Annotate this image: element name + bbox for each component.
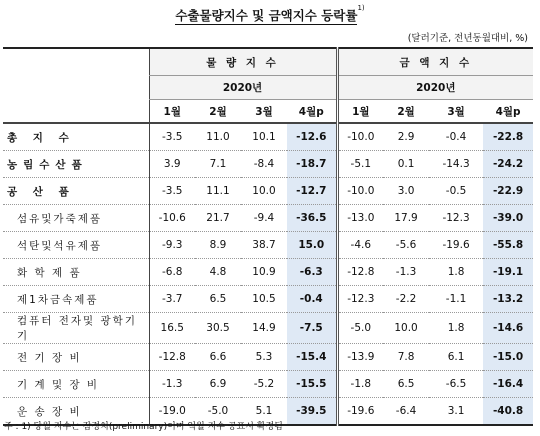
volume-cell: -18.7: [287, 151, 337, 178]
row-label: [3, 205, 149, 232]
volume-cell: -9.4: [241, 205, 287, 232]
volume-cell: -3.5: [149, 178, 195, 205]
month-header: 2월: [383, 100, 429, 124]
value-cell: -5.6: [383, 232, 429, 259]
value-cell: -13.0: [337, 205, 383, 232]
volume-cell: 11.0: [195, 123, 241, 151]
row-label: [3, 344, 149, 371]
month-header: 2월: [195, 100, 241, 124]
month-header: 4월p: [287, 100, 337, 124]
volume-cell: -15.4: [287, 344, 337, 371]
month-header: 1월: [337, 100, 383, 124]
value-cell: 17.9: [383, 205, 429, 232]
value-cell: -22.9: [483, 178, 533, 205]
value-cell: -19.1: [483, 259, 533, 286]
volume-cell: 30.5: [195, 313, 241, 344]
row-label: [3, 178, 149, 205]
row-label: [3, 371, 149, 398]
table-row: [3, 313, 533, 344]
volume-cell: -0.4: [287, 286, 337, 313]
row-label-text: 화 학 제 품: [17, 266, 82, 279]
row-label: [3, 123, 149, 151]
volume-cell: -7.5: [287, 313, 337, 344]
row-label-text: 석탄및석유제품: [17, 239, 103, 252]
value-cell: -14.6: [483, 313, 533, 344]
volume-cell: 21.7: [195, 205, 241, 232]
volume-cell: -19.0: [149, 398, 195, 426]
volume-cell: -3.7: [149, 286, 195, 313]
row-label: [3, 313, 149, 344]
volume-cell: -39.5: [287, 398, 337, 426]
row-label: [3, 151, 149, 178]
row-label: [3, 232, 149, 259]
volume-cell: 10.5: [241, 286, 287, 313]
volume-cell: -12.8: [149, 344, 195, 371]
value-cell: 2.9: [383, 123, 429, 151]
volume-cell: 6.9: [195, 371, 241, 398]
value-cell: -4.6: [337, 232, 383, 259]
row-header-corner: [3, 48, 149, 123]
value-cell: -6.4: [383, 398, 429, 426]
row-label-text: 총 지 수: [7, 131, 75, 144]
value-cell: -22.8: [483, 123, 533, 151]
value-cell: -19.6: [429, 232, 483, 259]
value-cell: -2.2: [383, 286, 429, 313]
volume-cell: -12.6: [287, 123, 337, 151]
row-label: [3, 286, 149, 313]
row-label-text: 제1차금속제품: [17, 293, 99, 306]
value-cell: -14.3: [429, 151, 483, 178]
table-row: [3, 151, 533, 178]
value-cell: 7.8: [383, 344, 429, 371]
value-cell: 6.1: [429, 344, 483, 371]
value-cell: -10.0: [337, 123, 383, 151]
row-label-text: 농림수산품: [7, 158, 88, 171]
table-title: [0, 6, 540, 24]
month-header: 4월p: [483, 100, 533, 124]
value-cell: -5.1: [337, 151, 383, 178]
table-row: [3, 259, 533, 286]
value-cell: -1.3: [383, 259, 429, 286]
value-cell: -13.9: [337, 344, 383, 371]
row-label-text: 공 산 품: [7, 185, 75, 198]
value-cell: -0.5: [429, 178, 483, 205]
volume-cell: -12.7: [287, 178, 337, 205]
value-cell: -10.0: [337, 178, 383, 205]
volume-cell: -10.6: [149, 205, 195, 232]
volume-cell: 5.1: [241, 398, 287, 426]
row-label: [3, 259, 149, 286]
unit-note: (달러기준, 전년동월대비, %): [407, 33, 528, 44]
value-cell: 1.8: [429, 313, 483, 344]
volume-cell: -15.5: [287, 371, 337, 398]
volume-cell: -36.5: [287, 205, 337, 232]
footnote: 주 : 1) 당월 지수는 잠정치(preliminary)이며 익월 지수 공표시 확정됨: [4, 422, 283, 432]
value-cell: -39.0: [483, 205, 533, 232]
year-header-value: 2020년: [337, 76, 533, 100]
volume-cell: 4.8: [195, 259, 241, 286]
value-cell: -0.4: [429, 123, 483, 151]
volume-cell: -8.4: [241, 151, 287, 178]
row-label-text: 기 계 및 장 비: [17, 378, 100, 391]
volume-cell: -3.5: [149, 123, 195, 151]
index-table: [3, 47, 533, 426]
volume-cell: 8.9: [195, 232, 241, 259]
volume-cell: -1.3: [149, 371, 195, 398]
row-label-text: 섬유및가죽제품: [17, 212, 103, 225]
value-cell: -12.3: [429, 205, 483, 232]
volume-cell: 16.5: [149, 313, 195, 344]
table-row: [3, 205, 533, 232]
volume-cell: 6.6: [195, 344, 241, 371]
value-cell: -13.2: [483, 286, 533, 313]
value-cell: -5.0: [337, 313, 383, 344]
table-row: [3, 286, 533, 313]
volume-cell: 10.1: [241, 123, 287, 151]
title-footnote-mark: 1): [357, 4, 365, 12]
value-cell: 3.0: [383, 178, 429, 205]
volume-cell: 3.9: [149, 151, 195, 178]
volume-cell: 5.3: [241, 344, 287, 371]
value-cell: -12.8: [337, 259, 383, 286]
volume-cell: 15.0: [287, 232, 337, 259]
volume-cell: 11.1: [195, 178, 241, 205]
row-label-text: 컴퓨터 전자및 광학기기: [17, 315, 137, 342]
value-cell: -6.5: [429, 371, 483, 398]
month-header: 3월: [241, 100, 287, 124]
volume-cell: 7.1: [195, 151, 241, 178]
value-cell: 1.8: [429, 259, 483, 286]
volume-cell: 38.7: [241, 232, 287, 259]
value-cell: 10.0: [383, 313, 429, 344]
value-cell: -16.4: [483, 371, 533, 398]
value-cell: 3.1: [429, 398, 483, 426]
value-cell: -15.0: [483, 344, 533, 371]
table-row: [3, 344, 533, 371]
row-label-text: 운 송 장 비: [17, 405, 82, 418]
table-row: [3, 371, 533, 398]
volume-cell: 6.5: [195, 286, 241, 313]
table-row: [3, 123, 533, 151]
value-cell: -1.1: [429, 286, 483, 313]
value-cell: 6.5: [383, 371, 429, 398]
value-cell: -55.8: [483, 232, 533, 259]
group-header-value: 금 액 지 수: [337, 48, 533, 76]
value-cell: -12.3: [337, 286, 383, 313]
group-header-volume: 물 량 지 수: [149, 48, 337, 76]
volume-cell: -6.8: [149, 259, 195, 286]
value-cell: 0.1: [383, 151, 429, 178]
title-text: 수출물량지수 및 금액지수 등락률: [175, 8, 358, 23]
volume-cell: 10.9: [241, 259, 287, 286]
volume-cell: -5.0: [195, 398, 241, 426]
table-body: [3, 123, 533, 425]
volume-cell: 14.9: [241, 313, 287, 344]
row-label-text: 전 기 장 비: [17, 351, 82, 364]
month-header: 1월: [149, 100, 195, 124]
value-cell: -24.2: [483, 151, 533, 178]
value-cell: -1.8: [337, 371, 383, 398]
volume-cell: 10.0: [241, 178, 287, 205]
volume-cell: -6.3: [287, 259, 337, 286]
table-row: [3, 232, 533, 259]
year-header-volume: 2020년: [149, 76, 337, 100]
table-row: [3, 178, 533, 205]
volume-cell: -9.3: [149, 232, 195, 259]
volume-cell: -5.2: [241, 371, 287, 398]
value-cell: -40.8: [483, 398, 533, 426]
value-cell: -19.6: [337, 398, 383, 426]
month-header: 3월: [429, 100, 483, 124]
